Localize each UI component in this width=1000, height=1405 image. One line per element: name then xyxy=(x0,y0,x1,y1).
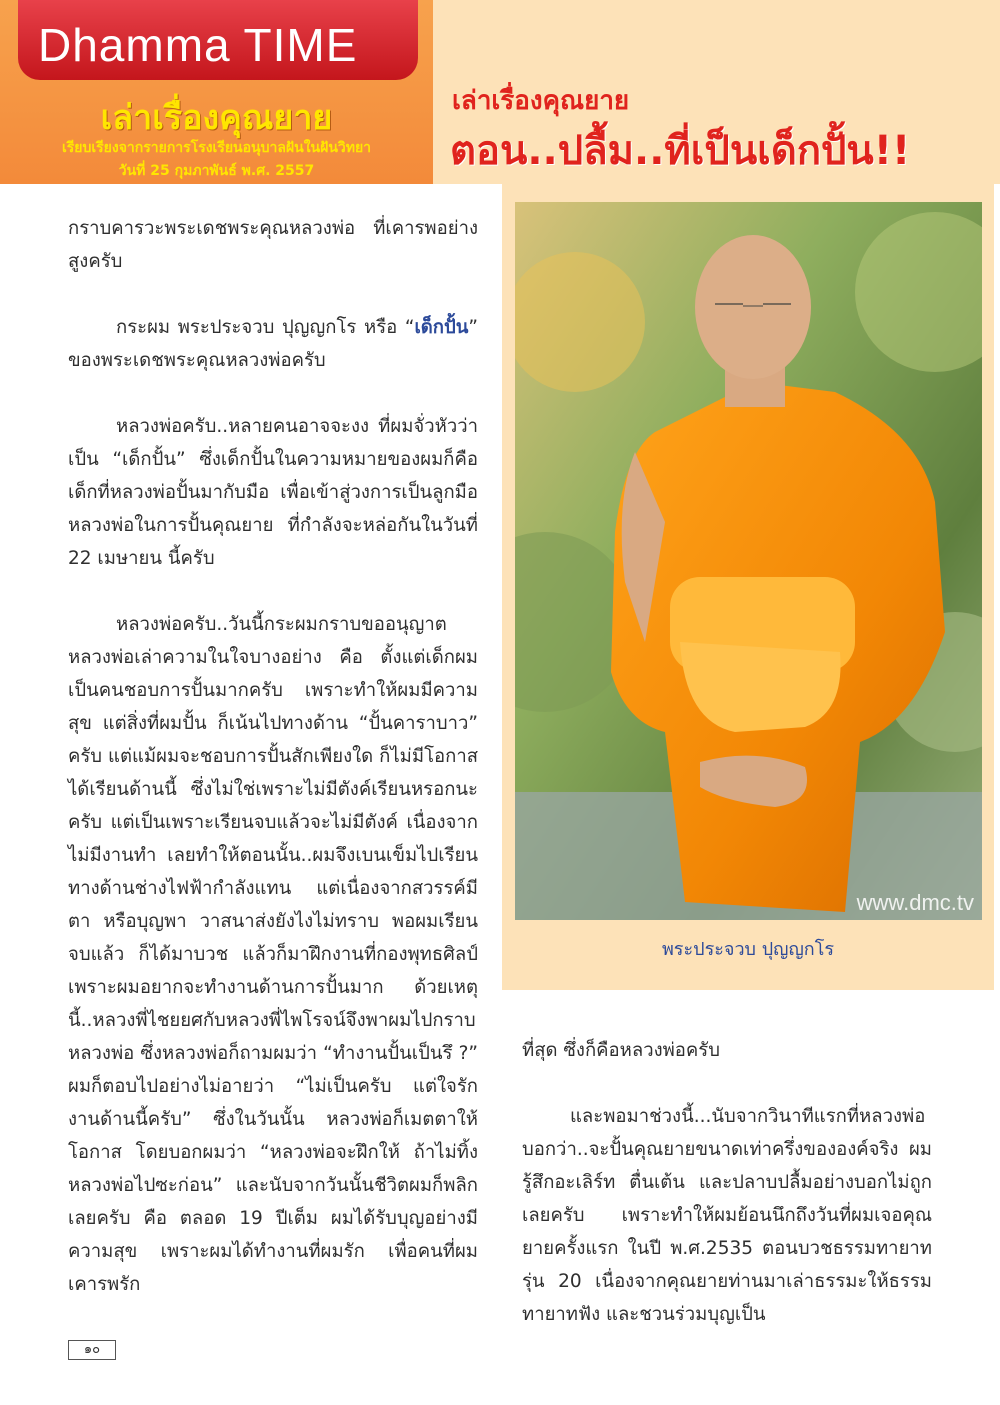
section-title: เล่าเรื่องคุณยาย xyxy=(100,98,333,138)
highlight-text: เด็กปั้น xyxy=(414,317,469,338)
photo-panel xyxy=(502,184,994,990)
page-number: ๑๐ xyxy=(68,1340,116,1360)
headline-kicker: เล่าเรื่องคุณยาย xyxy=(452,86,630,116)
text-run: กระผม พระประจวบ ปุญญกโร หรือ “ xyxy=(116,317,415,338)
article-left-column xyxy=(68,212,478,1301)
article-headline: ตอน..ปลื้ม..ที่เป็นเด็กปั้น!! xyxy=(450,128,911,174)
article-paragraph: ที่สุด ซึ่งก็คือหลวงพ่อครับ xyxy=(522,1040,720,1061)
monk-illustration xyxy=(515,202,982,920)
photo-caption: พระประจวบ ปุญญกโร xyxy=(661,939,835,960)
monk-photo xyxy=(515,202,982,920)
article-paragraph xyxy=(68,311,478,377)
article-paragraph: และพอมาช่วงนี้...นับจากวินาทีแรกที่หลวงพ่อบอกว่า..จะปั้นคุณยายขนาดเท่าครึ่งขององค์จริง ผมรู้สึกอะเลิร์ท ตื่นเต้น และปลาบปลื้มอย่างบอกไม่ถูกเลยครับ เพราะทำให้ผมย้อนนึกถึงวันที่ผมเจอคุณยายครั้งแรก ในปี พ.ศ.2535 ตอนบวชธรรมทายาทรุ่น 20 เนื่องจากคุณยายท่านมาเล่าธรรมะให้ธรรมทายาทฟัง และชวนร่วมบุญเป็น xyxy=(522,1106,932,1325)
photo-watermark: www.dmc.tv xyxy=(856,890,974,915)
article-paragraph: หลวงพ่อครับ..หลายคนอาจจะงง ที่ผมจั่วหัวว่าเป็น “เด็กปั้น” ซึ่งเด็กปั้นในความหมายของผมก็คือ เด็กที่หลวงพ่อปั้นมากับมือ เพื่อเข้าสู่วงการเป็นลูกมือหลวงพ่อในการปั้นคุณยาย ที่กำลังจะหล่อกันในวันที่ 22 เมษายน นี้ครับ xyxy=(68,416,478,569)
text-run: ” ของพระเดชพระคุณหลวงพ่อครับ xyxy=(68,317,478,371)
article-paragraph: กราบคารวะพระเดชพระคุณหลวงพ่อ ที่เคารพอย่างสูงครับ xyxy=(68,218,478,272)
article-right-column xyxy=(522,1034,932,1331)
magazine-title: Dhamma TIME xyxy=(38,19,358,71)
article-paragraph: หลวงพ่อครับ..วันนี้กระผมกราบขออนุญาตหลวงพ่อเล่าความในใจบางอย่าง คือ ตั้งแต่เด็กผมเป็นคนชอบการปั้นมากครับ เพราะทำให้ผมมีความสุข แต่สิ่งที่ผมปั้น ก็เน้นไปทางด้าน “ปั้นคาราบาว” ครับ แต่แม้ผมจะชอบการปั้นสักเพียงใด ก็ไม่มีโอกาสได้เรียนด้านนี้ ซึ่งไม่ใช่เพราะไม่มีตังค์เรียนหรอกนะครับ แต่เป็นเพราะเรียนจบแล้วจะไม่มีตังค์ เนื่องจากไม่มีงานทำ เลยทำให้ตอนนั้น..ผมจึงเบนเข็มไปเรียนทางด้านช่างไฟฟ้ากำลังแทน แต่เนื่องจากสวรรค์มีตา หรือบุญพา วาสนาส่งยังไงไม่ทราบ พอผมเรียนจบแล้ว ก็ได้มาบวช แล้วก็มาฝึกงานที่กองพุทธศิลป์ เพราะผมอยากจะทำงานด้านการปั้นมาก ด้วยเหตุนี้..หลวงพี่ไชยยศกับหลวงพี่ไพโรจน์จึงพาผมไปกราบหลวงพ่อ ซึ่งหลวงพ่อก็ถามผมว่า “ทำงานปั้นเป็นรึ ?” ผมก็ตอบไปอย่างไม่อายว่า “ไม่เป็นครับ แต่ใจรักงานด้านนี้ครับ” ซึ่งในวันนั้น หลวงพ่อก็เมตตาให้โอกาส โดยบอกผมว่า “หลวงพ่อจะฝึกให้ ถ้าไม่ทิ้งหลวงพ่อไปซะก่อน” และนับจากวันนั้นชีวิตผมก็พลิกเลยครับ คือ ตลอด 19 ปีเต็ม ผมได้รับบุญอย่างมีความสุข เพราะผมได้ทำงานที่ผมรัก เพื่อคนที่ผมเคารพรัก xyxy=(68,614,478,1295)
section-subtitle: เรียบเรียงจากรายการโรงเรียนอนุบาลฝันในฝันวิทยา xyxy=(61,140,372,156)
header-left-panel xyxy=(0,0,433,184)
section-date: วันที่ 25 กุมภาพันธ์ พ.ศ. 2557 xyxy=(118,163,315,179)
